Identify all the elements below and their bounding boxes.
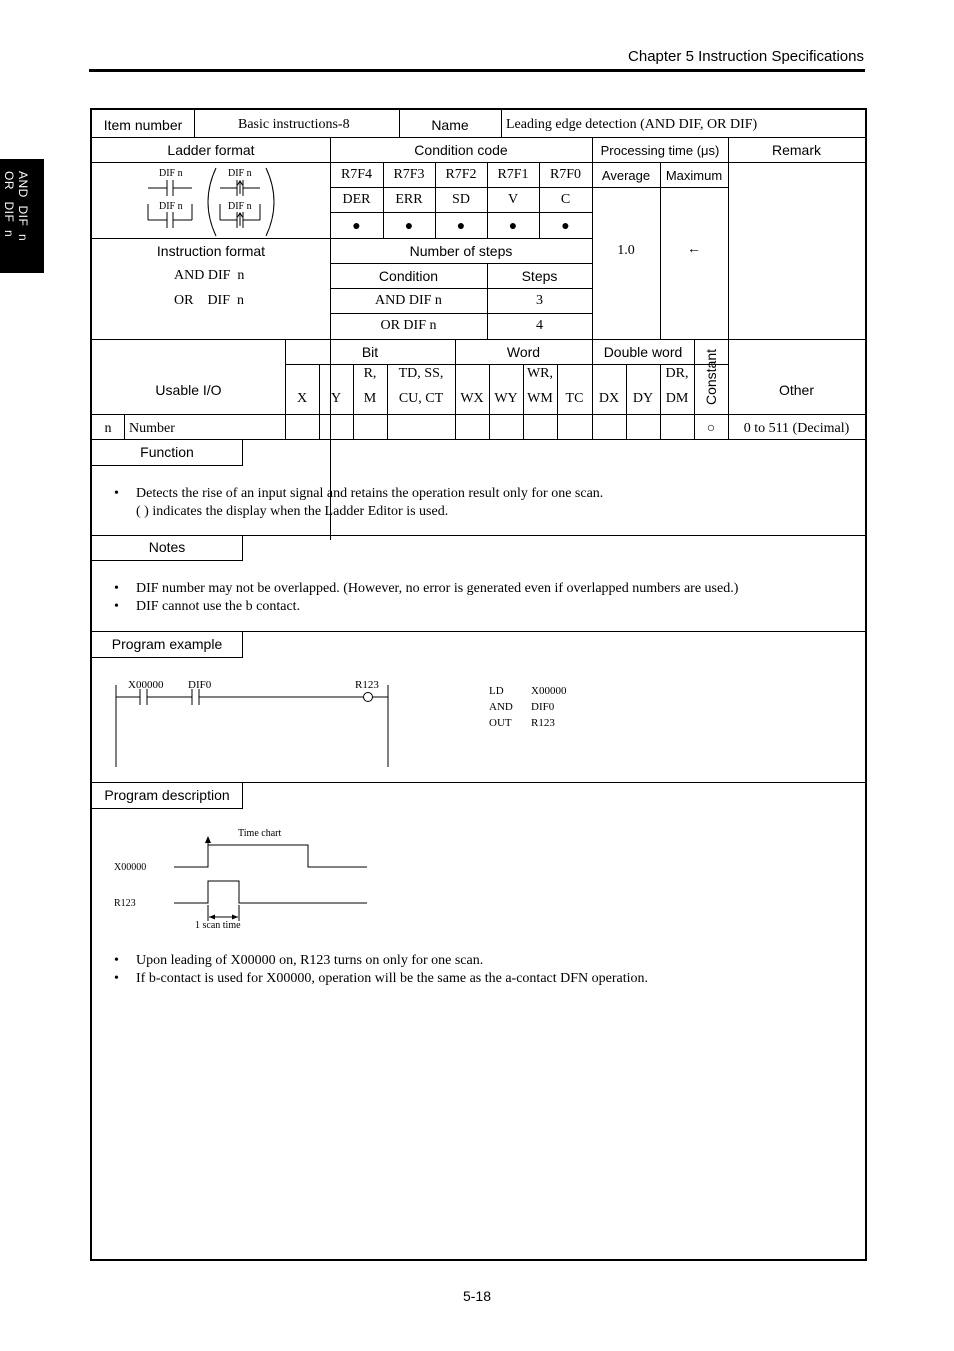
contact-label-x00000: X00000 [128,679,164,691]
ladder-dif-label: DIF n [228,168,252,179]
cc-name: SD [452,192,470,207]
function-line: ( ) indicates the display when the Ladder Editor is used. [136,504,449,519]
ladder-dif-label: DIF n [159,201,183,212]
other-value: 0 to 511 (Decimal) [743,421,850,436]
condition-label: Condition [378,268,439,284]
remark-label: Remark [771,142,821,158]
cc-header: R7F3 [393,167,425,182]
description-item: • Upon leading of X00000 on, R123 turns on only for one scan. [114,953,484,968]
signal-label-x00000: X00000 [114,862,147,873]
condition-code-label: Condition code [414,142,508,158]
code-arg: X00000 [531,685,567,697]
operand-description: Number [129,421,175,436]
io-header-top: WR, [526,366,554,381]
other-label: Other [778,382,814,398]
step-condition: AND DIF n [375,293,442,308]
item-number-label: Item number [103,117,183,133]
cc-name: V [507,192,519,207]
side-tab-line2: OR DIF n [2,171,16,238]
function-text: • Detects the rise of an input signal and retains the operation result only for one scan. ( ) indicates the display when the Ladder Editor is used. [114,486,604,519]
processing-time-label: Processing time (μs) [600,143,720,158]
program-description-list [112,952,842,988]
ladder-dif-label: DIF n [159,168,183,179]
io-header-bottom: DM [665,391,689,406]
maximum-label: Maximum [665,168,723,183]
code-op: OUT [489,717,512,729]
steps-label: Steps [521,268,558,284]
cc-mark: ● [561,217,570,233]
operand-name: n [104,421,112,436]
step-condition: OR DIF n [380,318,437,333]
cc-mark: ● [508,217,518,233]
cc-mark: ● [352,217,361,233]
io-header-top: R, [363,366,377,381]
cc-name: DER [342,192,371,207]
instruction-format-and: AND DIF n [174,268,245,283]
function-line: Detects the rise of an input signal and retains the operation result only for one scan. [136,486,604,501]
io-header-bottom: WX [460,391,484,406]
program-example-ladder [92,657,412,782]
function-heading: Function [92,439,243,466]
cc-name: C [560,192,571,207]
io-header-bottom: Y [330,391,342,406]
io-header-top: DR, [665,366,689,381]
usable-io-label: Usable I/O [155,382,222,398]
scan-time-label: 1 scan time [195,920,241,931]
chapter-title: Chapter 5 Instruction Specifications [628,48,864,65]
io-header-bottom: M [363,391,377,406]
name-label: Name [431,117,469,133]
instruction-format-label: Instruction format [156,243,266,259]
program-description-heading: Program description [92,782,243,809]
side-tab [0,159,44,273]
item-number-value: Basic instructions-8 [238,117,350,132]
contact-label-dif0: DIF0 [188,679,212,691]
word-label: Word [506,344,541,360]
code-op: AND [489,701,513,713]
page-number: 5-18 [462,1288,492,1304]
cc-header: R7F4 [340,167,373,182]
instruction-format-or: OR DIF n [174,293,245,308]
constant-mark: ○ [706,419,716,435]
description-item: • If b-contact is used for X00000, operation will be the same as the a-contact DFN operation. [114,971,649,986]
cc-header: R7F0 [549,167,582,182]
header-rule [89,69,865,72]
ladder-dif-label: DIF n [228,201,252,212]
notes-heading: Notes [92,535,243,561]
io-header-bottom: X [296,391,308,406]
bit-label: Bit [361,344,379,360]
io-header-bottom: CU, CT [398,391,444,406]
io-header-bottom: WY [494,391,518,406]
coil-label-r123: R123 [355,679,379,691]
code-arg: DIF0 [531,701,555,713]
io-header-bottom: DY [632,391,654,406]
cc-name: ERR [395,192,423,207]
time-chart-label: Time chart [238,828,282,839]
cc-mark: ● [404,217,414,233]
side-tab-line1: AND DIF n [16,171,30,242]
cc-header: R7F2 [445,167,477,182]
signal-label-r123: R123 [114,898,136,909]
step-count: 3 [536,293,543,308]
average-value: 1.0 [617,243,635,258]
step-count: 4 [536,318,543,333]
notes-list [112,580,842,616]
io-header-bottom: TC [565,391,584,406]
note-item: • DIF number may not be overlapped. (However, no error is generated even if overlapped numbers are used.) [114,581,739,596]
io-header-bottom: WM [527,391,553,406]
number-of-steps-label: Number of steps [409,243,513,259]
ladder-format-label: Ladder format [167,142,255,158]
ladder-format-diagram [92,162,330,238]
cc-header: R7F1 [497,167,529,182]
io-header-top: TD, SS, [398,366,444,381]
note-item: • DIF cannot use the b contact. [114,599,301,614]
time-chart-diagram [152,835,372,925]
instruction-spec-frame [90,108,867,1261]
double-word-label: Double word [603,344,683,360]
io-header-bottom: DX [598,391,620,406]
constant-label: Constant [703,348,719,406]
cc-mark: ● [456,217,466,233]
code-op: LD [489,685,504,697]
code-arg: R123 [531,717,555,729]
average-label: Average [601,168,651,183]
maximum-value: ← [687,242,701,257]
program-example-heading: Program example [92,631,243,658]
name-value: Leading edge detection (AND DIF, OR DIF) [506,117,758,132]
